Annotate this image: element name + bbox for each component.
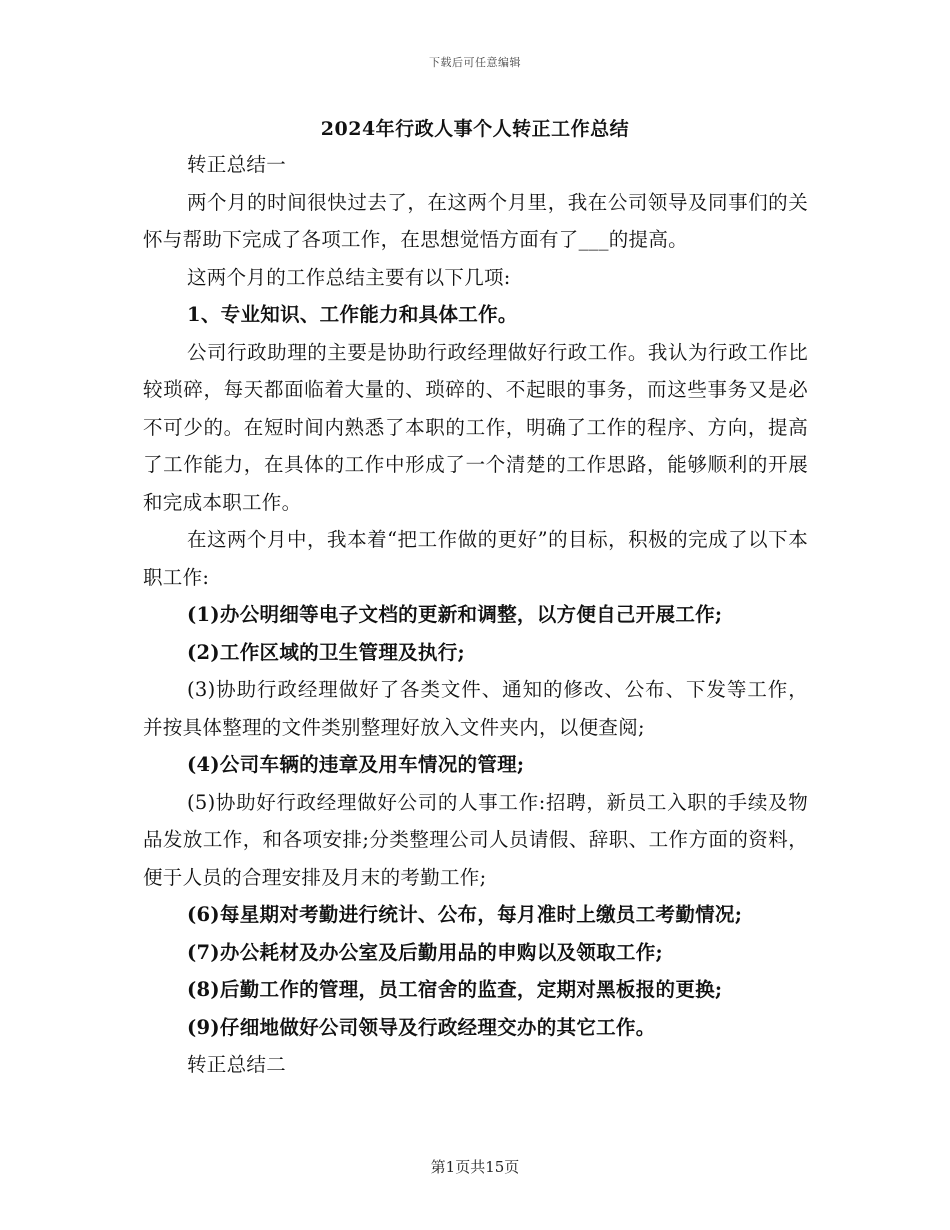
list-item: (7)办公耗材及办公室及后勤用品的申购以及领取工作; [187,940,664,964]
paragraph: 两个月的时间很快过去了，在这两个月里，我在公司领导及同事们的关怀与帮助下完成了各项工作，在思想觉悟方面有了___的提高。 [143,190,808,251]
header-note: 下载后可任意编辑 [429,56,521,69]
list-item: (1)办公明细等电子文档的更新和调整，以方便自己开展工作; [187,603,723,626]
document-title: 2024年行政人事个人转正工作总结 [320,118,630,140]
list-item: (2)工作区域的卫生管理及执行; [187,640,466,664]
list-item: (5)协助好行政经理做好公司的人事工作:招聘，新员工入职的手续及物品发放工作，和各项安排;分类整理公司人员请假、辞职、工作方面的资料，便于人员的合理安排及月末的考勤工作; [143,790,808,889]
paragraph: 这两个月的工作总结主要有以下几项: [187,265,511,289]
page-number-footer [0,1156,950,1177]
list-item: (9)仔细地做好公司领导及行政经理交办的其它工作。 [187,1015,656,1039]
paragraph: 转正总结二 [187,1053,287,1076]
list-item: (8)后勤工作的管理，员工宿舍的监查，定期对黑板报的更换; [187,978,723,1001]
list-item: (3)协助行政经理做好了各类文件、通知的修改、公布、下发等工作，并按具体整理的文件类别整理好放入文件夹内，以便查阅; [143,678,808,739]
paragraph: 转正总结一 [187,153,287,176]
page-number-label: 第1页共15页 [430,1158,520,1176]
paragraph: 在这两个月中，我本着“把工作做的更好”的目标，积极的完成了以下本职工作: [143,528,808,589]
list-item: (6)每星期对考勤进行统计、公布，每月准时上缴员工考勤情况; [187,903,743,926]
list-item: (4)公司车辆的违章及用车情况的管理; [187,753,525,776]
paragraph: 公司行政助理的主要是协助行政经理做好行政工作。我认为行政工作比较琐碎，每天都面临着大量的、琐碎的、不起眼的事务，而这些事务又是必不可少的。在短时间内熟悉了本职的工作，明确了工作的程序、方向，提高了工作能力，在具体的工作中形成了一个清楚的工作思路，能够顺利的开展和完成本职工作。 [143,340,808,514]
document-body [143,146,808,1084]
section-heading: 1、专业知识、工作能力和具体工作。 [187,303,518,326]
